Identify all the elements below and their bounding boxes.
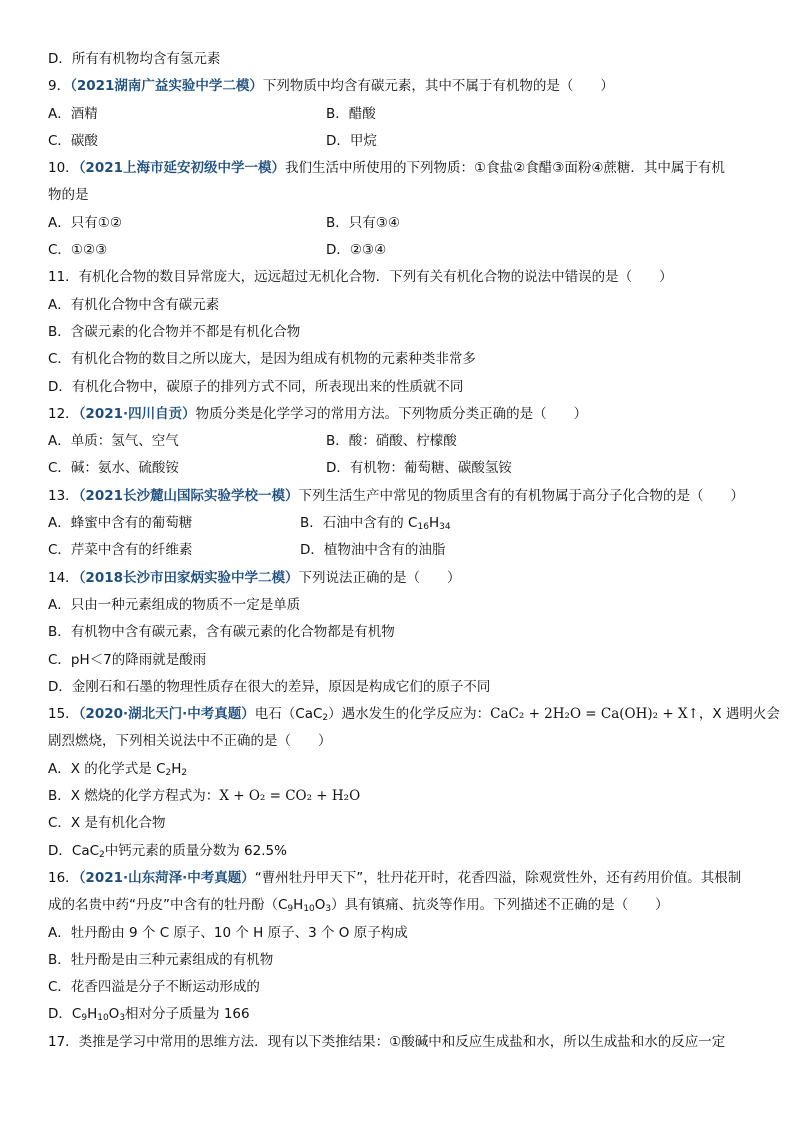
- option-a: A．X 的化学式是 $C_2H_2$: [48, 760, 188, 778]
- text-line: [48, 701, 780, 728]
- question-source: （2020·湖北天门·中考真题）: [78, 706, 255, 723]
- text-line: [48, 210, 748, 237]
- text-line: [48, 428, 748, 455]
- question-stem: “曹州牡丹甲天下”，牡丹花开时，花香四溢，除观赏性外，还有药用价值。其根制: [254, 869, 742, 886]
- text-line: [48, 756, 748, 783]
- option-b: D．②③④: [326, 242, 387, 259]
- subscript: 2: [165, 767, 172, 778]
- option-b: B．只有③④: [326, 214, 400, 231]
- combustion-equation: X + O₂ = CO₂ + H₂O: [219, 788, 361, 805]
- option-a: A．只有①②: [48, 214, 122, 231]
- text-line: [48, 810, 748, 837]
- text-line: [48, 292, 748, 319]
- question-source: （2018长沙市田家炳实验中学二模）: [78, 569, 299, 586]
- question-number: 13．: [48, 487, 79, 504]
- option-a: C．碳酸: [48, 132, 98, 149]
- option-b: D．植物油中含有的油脂: [300, 542, 446, 559]
- option-b: D．有机物：葡萄糖、碳酸氢铵: [326, 460, 512, 477]
- question-number: 16．: [48, 869, 79, 886]
- option-a: A．酒精: [48, 105, 98, 122]
- question-stem-cont: 成的名贵中药“丹皮”中含有的牡丹酚$(C_9H_{10}O_3)$具有镇痛、抗炎等作用。下列描述不正确的是（ ）: [48, 897, 669, 915]
- line-text: A．牡丹酚由 9 个 C 原子、10 个 H 原子、3 个 O 原子构成: [48, 924, 408, 941]
- line-text: 17．类推是学习中常用的思维方法．现有以下类推结果：①酸碱中和反应生成盐和水，所以生成盐和水的反应一定: [48, 1033, 726, 1050]
- subscript: 3: [325, 904, 332, 915]
- text-line: [48, 101, 748, 128]
- question-number: 12．: [48, 405, 79, 422]
- text-line: [48, 374, 748, 401]
- text-line: [48, 73, 748, 100]
- text-line: [48, 647, 748, 674]
- text-line: [48, 401, 748, 428]
- text-line: [48, 920, 748, 947]
- option-b: B．酸：硝酸、柠檬酸: [326, 433, 457, 450]
- option-b: B．X 燃烧的化学方程式为：: [48, 788, 220, 805]
- option-a: A．蜂蜜中含有的葡萄糖: [48, 515, 193, 532]
- subscript: 10: [303, 904, 315, 915]
- question-source: （2021长沙麓山国际实验学校一模）: [78, 487, 299, 504]
- text-line: [48, 1029, 748, 1056]
- question-source: （2021·四川自贡）: [78, 405, 196, 422]
- text-line: [48, 1001, 748, 1028]
- option-b: B．醋酸: [326, 105, 376, 122]
- option-a: C．芹菜中含有的纤维素: [48, 542, 193, 559]
- subscript: 9: [81, 1013, 88, 1024]
- text-line: [48, 155, 748, 182]
- text-line: [48, 483, 748, 510]
- text-line: [48, 565, 748, 592]
- question-stem: 物质分类是化学学习的常用方法。下列物质分类正确的是（ ）: [195, 405, 588, 422]
- line-text: C．花香四溢是分子不断运动形成的: [48, 979, 260, 996]
- line-text: A．有机化合物中含有碳元素: [48, 296, 220, 313]
- subscript: 2: [99, 849, 105, 860]
- text-line: [48, 319, 748, 346]
- option-a: C．碱：氨水、硫酸铵: [48, 460, 179, 477]
- option-b: D．甲烷: [326, 132, 377, 149]
- question-number: 9．: [48, 78, 71, 95]
- question-number: 15．: [48, 706, 79, 723]
- text-line: [48, 974, 748, 1001]
- reaction-equation: CaC₂ + 2H₂O = Ca(OH)₂ + X↑: [490, 706, 699, 723]
- text-line: [48, 128, 748, 155]
- subscript: 2: [181, 767, 188, 778]
- text-line: [48, 537, 748, 564]
- subscript: 3: [119, 1013, 126, 1024]
- line-text: D．所有有机物均含有氢元素: [48, 51, 221, 67]
- option-d: D．$C_9H_{10}O_3$相对分子质量为 166: [48, 1006, 250, 1024]
- text-line: [48, 892, 748, 919]
- question-number: 14．: [48, 569, 79, 586]
- text-line: [48, 455, 748, 482]
- line-text: C．X 是有机化合物: [48, 815, 166, 832]
- line-text: A．只由一种元素组成的物质不一定是单质: [48, 596, 301, 613]
- question-source: （2021·山东菏泽·中考真题）: [78, 869, 255, 886]
- text-line: [48, 947, 748, 974]
- text-line: [48, 182, 748, 209]
- line-text: 物的是: [48, 187, 89, 204]
- text-line: [48, 674, 748, 701]
- subscript: 10: [97, 1013, 109, 1024]
- question-source: （2021上海市延安初级中学一模）: [78, 160, 286, 177]
- line-text: 剧烈燃烧，下列相关说法中不正确的是（ ）: [48, 733, 332, 750]
- line-text: B．有机物中含有碳元素，含有碳元素的化合物都是有机物: [48, 624, 395, 641]
- option-a: A．单质：氢气、空气: [48, 433, 179, 450]
- line-text: C．pH＜7的降雨就是酸雨: [48, 651, 207, 668]
- question-stem: 下列说法正确的是（ ）: [298, 569, 461, 586]
- subscript: 34: [439, 522, 451, 533]
- question-source: （2021湖南广益实验中学二模）: [70, 78, 263, 95]
- line-text: 11．有机化合物的数目异常庞大，远远超过无机化合物．下列有关有机化合物的说法中错误的是（ ）: [48, 269, 673, 286]
- option-d: D．CaC$_2$中钙元素的质量分数为 62.5%: [48, 842, 287, 860]
- line-text: B．含碳元素的化合物并不都是有机化合物: [48, 323, 301, 340]
- text-line: [48, 510, 748, 537]
- question-stem: 下列生活生产中常见的物质里含有的有机物属于高分子化合物的是（ ）: [298, 487, 745, 504]
- question-stem: 电石（CaC$_2$）遇水发生的化学反应为：: [254, 706, 491, 724]
- text-line: [48, 619, 748, 646]
- subscript: 2: [322, 713, 329, 724]
- line-text: D．金刚石和石墨的物理性质存在很大的差异，原因是构成它们的原子不同: [48, 678, 491, 695]
- text-line: [48, 783, 748, 810]
- option-b: B．石油中含有的 $C_{16}H_{34}$: [300, 515, 451, 533]
- document-page: [48, 46, 780, 1056]
- subscript: 16: [417, 522, 429, 533]
- text-line: [48, 264, 748, 291]
- text-line: [48, 865, 748, 892]
- line-text: C．有机化合物的数目之所以庞大，是因为组成有机物的元素种类非常多: [48, 351, 476, 368]
- question-number: 10．: [48, 160, 79, 177]
- text-line: [48, 728, 748, 755]
- question-stem: 我们生活中所使用的下列物质：①食盐②食醋③面粉④蔗糖．其中属于有机: [285, 160, 725, 177]
- text-line: [48, 592, 748, 619]
- question-stem-tail: ，X 遇明火会: [698, 706, 780, 723]
- line-text: D．有机化合物中，碳原子的排列方式不同，所表现出来的性质就不同: [48, 378, 464, 395]
- subscript: 9: [287, 904, 294, 915]
- text-line: [48, 838, 748, 865]
- text-line: [48, 46, 748, 73]
- question-stem: 下列物质中均含有碳元素，其中不属于有机物的是（ ）: [262, 78, 614, 95]
- text-line: [48, 346, 748, 373]
- line-text: B．牡丹酚是由三种元素组成的有机物: [48, 951, 274, 968]
- option-a: C．①②③: [48, 242, 108, 259]
- text-line: [48, 237, 748, 264]
